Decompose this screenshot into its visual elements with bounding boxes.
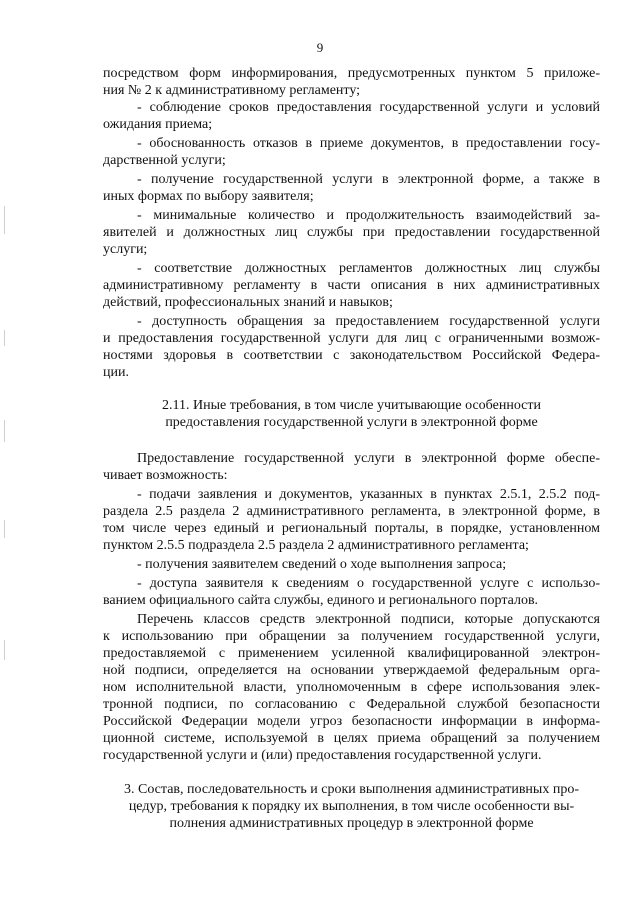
section-heading-line: предоставления государственной услуги в электронной форме — [165, 415, 538, 430]
text-line: - получение государственной услуги в электронной форме, а также в — [137, 172, 600, 187]
text-line: раздела 2.5 раздела 2 административного регламента, в электронной форме, в — [103, 504, 600, 519]
text-line: - соблюдение сроков предоставления государственной услуги и условий — [137, 100, 600, 115]
margin-mark — [4, 330, 5, 346]
text-line: - подачи заявления и документов, указанных в пунктах 2.5.1, 2.5.2 под- — [137, 487, 600, 502]
text-line: ной подписи, определяется на основании утверждаемой федеральным орга- — [103, 663, 600, 678]
text-line: и предоставления государственной услуги для лиц с ограниченными возмож- — [103, 331, 600, 346]
text-line: государственной услуги и (или) предоставления государственной услуги. — [103, 748, 542, 763]
text-line: ожидания приема; — [103, 117, 213, 132]
margin-mark — [4, 206, 5, 234]
text-line: ванием официального сайта службы, единого и регионального порталов. — [103, 593, 539, 608]
text-line: ционной системе, используемой в целях приема обращений за получением — [103, 731, 600, 746]
margin-mark — [4, 520, 5, 538]
text-line: - доступность обращения за предоставлением государственной услуги — [137, 314, 600, 329]
section-heading-line: 2.11. Иные требования, в том числе учитывающие особенности — [162, 398, 541, 413]
text-line: иных формах по выбору заявителя; — [103, 189, 314, 204]
text-line: чивает возможность: — [103, 468, 228, 483]
margin-mark — [4, 640, 5, 660]
chapter-heading-line: полнения административных процедур в электронной форме — [169, 816, 534, 831]
text-line: пунктом 2.5.5 подраздела 2.5 раздела 2 административного регламента; — [103, 538, 529, 553]
text-line: тронной подписи, по согласованию с Федеральной службой безопасности — [103, 697, 600, 712]
margin-mark — [4, 420, 5, 442]
text-line: действий, профессиональных знаний и навыков; — [103, 295, 393, 310]
text-line: ностями здоровья в соответствии с законодательством Российской Федера- — [103, 348, 600, 363]
text-line: Предоставление государственной услуги в электронной форме обеспе- — [137, 451, 600, 466]
text-line: Российской Федерации модели угроз безопасности информации в информа- — [103, 714, 600, 729]
text-line: - минимальные количество и продолжительность взаимодействий за- — [137, 208, 600, 223]
text-line: административному регламенту в части описания в них административных — [103, 278, 600, 293]
text-line: явителей и должностных лиц службы при предоставлении государственной — [103, 225, 600, 240]
text-line: Перечень классов средств электронной подписи, которые допускаются — [137, 612, 600, 627]
text-line: - соответствие должностных регламентов должностных лиц службы — [137, 261, 600, 276]
text-line: услуги; — [103, 242, 148, 257]
text-line: к использованию при обращении за получением государственной услуги, — [103, 629, 600, 644]
text-line: дарственной услуги; — [103, 153, 226, 168]
text-line: том числе через единый и региональный порталы, в порядке, установленном — [103, 521, 600, 536]
text-line: - обоснованность отказов в приеме документов, в предоставлении госу- — [137, 136, 600, 151]
text-line: ном исполнительной власти, уполномоченным в сфере использования элек- — [103, 680, 600, 695]
text-line: предоставляемой с применением усиленной квалифицированной электрон- — [103, 646, 600, 661]
chapter-heading-line: цедур, требования к порядку их выполнения, в том числе особенности вы- — [128, 799, 575, 814]
page-number: 9 — [316, 40, 324, 55]
text-line: ции. — [103, 365, 129, 380]
text-line: - доступа заявителя к сведениям о государственной услуге с использо- — [137, 576, 600, 591]
chapter-heading-line: 3. Состав, последовательность и сроки выполнения административных про- — [124, 782, 579, 797]
text-line: посредством форм информирования, предусмотренных пунктом 5 приложе- — [103, 66, 600, 81]
text-line: - получения заявителем сведений о ходе выполнения запроса; — [137, 557, 507, 572]
text-line: ния № 2 к административному регламенту; — [103, 83, 361, 98]
